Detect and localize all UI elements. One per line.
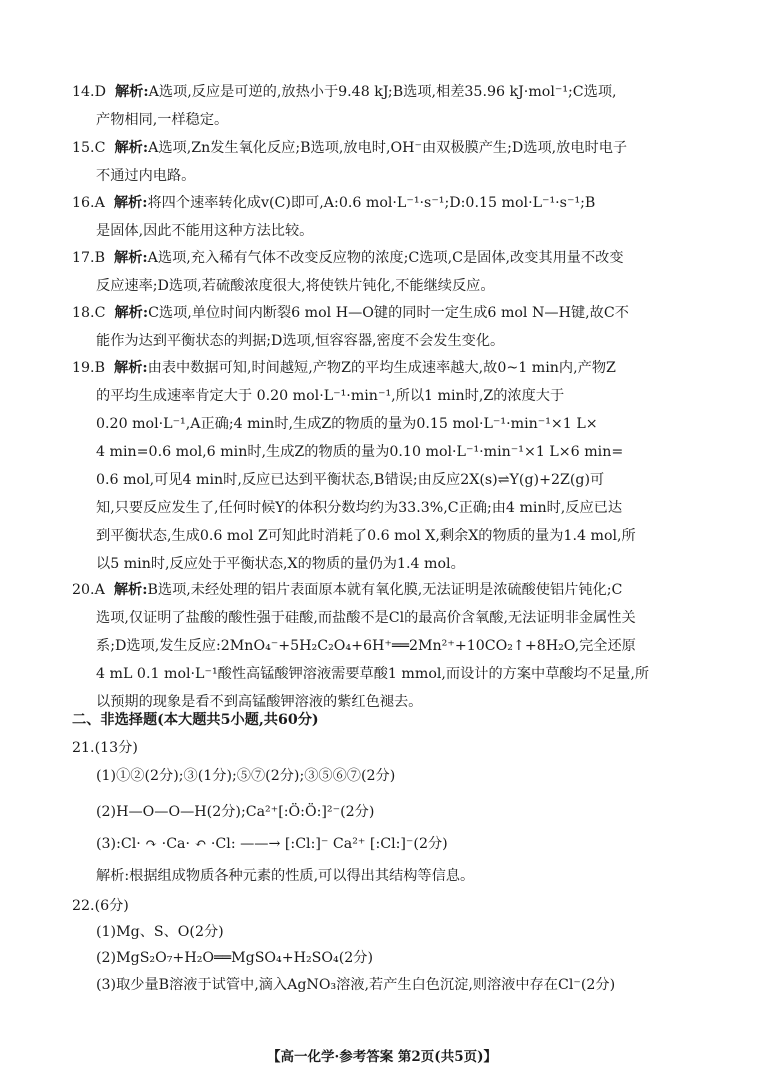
page-footer: 【高一化学·参考答案 第2页(共5页)】 — [267, 1049, 497, 1065]
answer-19 — [72, 354, 694, 578]
analysis-label: 解析: — [114, 305, 149, 321]
answer-text: C选项,单位时间内断裂6 mol H—O键的同时一定生成6 mol N—H键,故C不 — [148, 305, 629, 321]
analysis-label: 解析: — [114, 250, 148, 266]
answer-number: 18.C — [72, 305, 106, 321]
analysis-label: 解析: — [113, 582, 148, 598]
answer-text: 到平衡状态,生成0.6 mol Z可知此时消耗了0.6 mol X,剩余X的物质的量为1.4 mol,所 — [96, 528, 636, 544]
answer-text: A选项,充入稀有气体不改变反应物的浓度;C选项,C是固体,改变其用量不改变 — [147, 250, 624, 266]
answer-text: 的平均生成速率肯定大于 0.20 mol·L⁻¹·min⁻¹,所以1 min时,Z的浓度大于 — [96, 388, 565, 404]
answer-text: 选项,仅证明了盐酸的酸性强于硅酸,而盐酸不是Cl的最高价含氧酸,无法证明非金属性关 — [96, 610, 636, 626]
answer-text: 将四个速率转化成v(C)即可,A:0.6 mol·L⁻¹·s⁻¹;D:0.15 mol·L⁻¹·s⁻¹;B — [147, 195, 596, 211]
answer-text: 以预期的现象是看不到高锰酸钾溶液的紫红色褪去。 — [96, 694, 423, 710]
analysis-label: 解析: — [113, 195, 148, 211]
answer-text: A选项,Zn发生氧化反应;B选项,放电时,OH⁻由双极膜产生;D选项,放电时电子 — [148, 140, 628, 156]
answer-text: 反应速率;D选项,若硫酸浓度很大,将使铁片钝化,不能继续反应。 — [96, 278, 495, 294]
answer-text: 知,只要反应发生了,任何时候Y的体积分数均约为33.3%,C正确;由4 min时,反应已达 — [96, 500, 623, 516]
question-21-part-2: (2)H—O—O—H(2分);Ca²⁺[:Ö:Ö:]²⁻(2分) — [96, 804, 375, 820]
answer-text: 不通过内电路。 — [96, 168, 196, 184]
answer-text: 0.6 mol,可见4 min时,反应已达到平衡状态,B错误;由反应2X(s)⇌Y(g)+2Z(g)可 — [96, 472, 605, 488]
answer-number: 15.C — [72, 140, 106, 156]
answer-text: 以5 min时,反应处于平衡状态,X的物质的量仍为1.4 mol。 — [96, 556, 465, 572]
answer-16 — [72, 189, 694, 245]
answer-number: 19.B — [72, 360, 105, 376]
answer-number: 17.B — [72, 250, 105, 266]
answer-17 — [72, 244, 694, 300]
answer-text: 是固体,因此不能用这种方法比较。 — [96, 223, 314, 239]
question-21-part-3: (3):Cl· ↷ ·Ca· ↶ ·Cl: ——→ [:Cl:]⁻ Ca²⁺ [:Cl:]⁻(2分) — [96, 836, 448, 852]
answer-text: 产物相同,一样稳定。 — [96, 112, 229, 128]
question-22-heading: 22.(6分) — [72, 898, 129, 914]
answer-number: 16.A — [72, 195, 105, 211]
answer-text: 系;D选项,发生反应:2MnO₄⁻+5H₂C₂O₄+6H⁺══2Mn²⁺+10CO₂↑+8H₂O,完全还原 — [96, 638, 636, 654]
answer-14 — [72, 78, 694, 134]
answer-18 — [72, 299, 694, 355]
answer-number: 14.D — [72, 84, 106, 100]
answer-text: 能作为达到平衡状态的判据;D选项,恒容容器,密度不会发生变化。 — [96, 333, 505, 349]
question-21-heading: 21.(13分) — [72, 740, 138, 756]
answer-number: 20.A — [72, 582, 105, 598]
answer-text: 4 min=0.6 mol,6 min时,生成Z的物质的量为0.10 mol·L⁻¹·min⁻¹×1 L×6 min= — [96, 444, 624, 460]
analysis-label: 解析: — [114, 140, 149, 156]
analysis-label: 解析: — [114, 84, 149, 100]
question-22-part-1: (1)Mg、S、O(2分) — [96, 924, 224, 940]
answer-text: A选项,反应是可逆的,放热小于9.48 kJ;B选项,相差35.96 kJ·mol⁻¹;C选项, — [148, 84, 617, 100]
answer-15 — [72, 134, 694, 190]
answer-text: B选项,未经处理的铝片表面原本就有氧化膜,无法证明是浓硫酸使铝片钝化;C — [147, 582, 623, 598]
question-21-part-1: (1)①②(2分);③(1分);⑤⑦(2分);③⑤⑥⑦(2分) — [96, 768, 396, 784]
answer-text: 0.20 mol·L⁻¹,A正确;4 min时,生成Z的物质的量为0.15 mol·L⁻¹·min⁻¹×1 L× — [96, 416, 598, 432]
question-21-analysis: 解析:根据组成物质各种元素的性质,可以得出其结构等信息。 — [96, 868, 475, 884]
answer-text: 由表中数据可知,时间越短,产物Z的平均生成速率越大,故0~1 min内,产物Z — [147, 360, 616, 376]
section-heading: 二、非选择题(本大题共5小题,共60分) — [72, 712, 319, 728]
answer-20 — [72, 576, 694, 716]
answer-text: 4 mL 0.1 mol·L⁻¹酸性高锰酸钾溶液需要草酸1 mmol,而设计的方案中草酸均不足量,所 — [96, 666, 650, 682]
question-22-part-3: (3)取少量B溶液于试管中,滴入AgNO₃溶液,若产生白色沉淀,则溶液中存在Cl⁻(2分) — [96, 977, 616, 993]
question-22-part-2: (2)MgS₂O₇+H₂O══MgSO₄+H₂SO₄(2分) — [96, 950, 374, 966]
analysis-label: 解析: — [114, 360, 148, 376]
